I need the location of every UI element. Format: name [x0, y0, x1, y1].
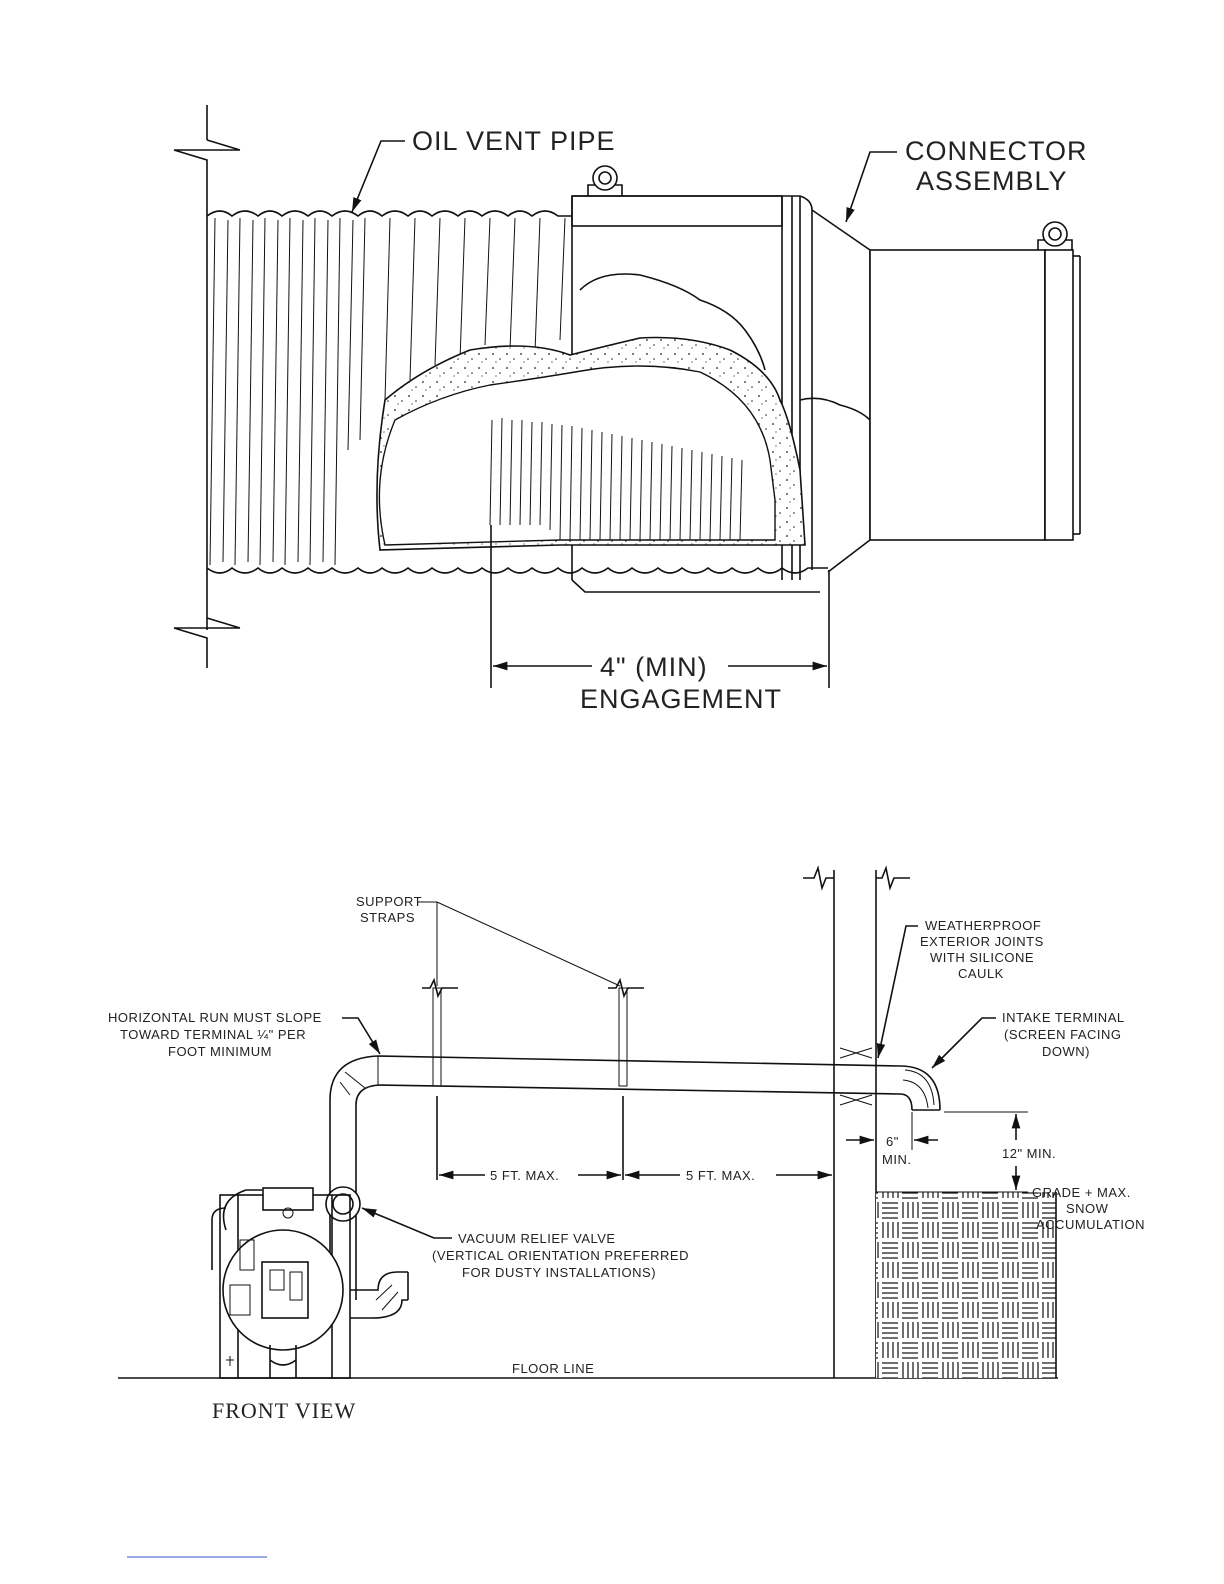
engagement-label: ENGAGEMENT — [580, 684, 783, 714]
front-view-title: FRONT VIEW — [212, 1398, 357, 1423]
break-line — [174, 105, 240, 668]
dim-12in-label: 12" MIN. — [1002, 1146, 1057, 1161]
grade-label: GRADE + MAX. — [1032, 1185, 1131, 1200]
floor-line-label: FLOOR LINE — [512, 1361, 595, 1376]
oil-vent-pipe-label: OIL VENT PIPE — [412, 126, 616, 156]
intake-label: DOWN) — [1042, 1044, 1090, 1059]
intake-label: INTAKE TERMINAL — [1002, 1010, 1125, 1025]
vent-pipe-detail — [174, 105, 1088, 714]
leader-line — [352, 141, 405, 212]
dim-6in-label: 6" — [886, 1134, 899, 1149]
support-label: SUPPORT — [356, 894, 423, 909]
straps-label: STRAPS — [360, 910, 416, 925]
weatherproof-label: WITH SILICONE — [930, 950, 1035, 965]
slope-label-line2: TOWARD TERMINAL ¼" PER — [120, 1027, 307, 1042]
intake-label: (SCREEN FACING — [1004, 1027, 1122, 1042]
slope-label-line3: FOOT MINIMUM — [168, 1044, 272, 1059]
connector-label: CONNECTOR — [905, 136, 1088, 166]
span-label: 5 FT. MAX. — [686, 1168, 756, 1183]
dimension-label: 4" (MIN) — [600, 652, 708, 682]
vacuum-relief-valve-icon — [326, 1187, 360, 1221]
support-strap — [422, 980, 458, 1180]
assembly-label: ASSEMBLY — [916, 166, 1068, 196]
engagement-dimension — [491, 525, 829, 714]
dim-6in-min-label: MIN. — [882, 1152, 912, 1167]
weatherproof-label: WEATHERPROOF — [925, 918, 1042, 933]
horizontal-vent-run — [330, 1056, 940, 1300]
leader-line — [846, 152, 897, 222]
weatherproof-label: CAULK — [958, 966, 1004, 981]
slope-label-line1: HORIZONTAL RUN MUST SLOPE — [108, 1010, 322, 1025]
valve-label: (VERTICAL ORIENTATION PREFERRED — [432, 1248, 689, 1263]
grade-label: SNOW — [1066, 1201, 1109, 1216]
clamp-screw-icon — [588, 166, 622, 196]
front-view-diagram — [108, 868, 1145, 1423]
valve-label: VACUUM RELIEF VALVE — [458, 1231, 616, 1246]
sealant-cutaway — [377, 274, 870, 550]
support-strap — [608, 980, 644, 1180]
clamp-screw-icon — [1038, 222, 1072, 250]
valve-label: FOR DUSTY INSTALLATIONS) — [462, 1265, 657, 1280]
grade-label: ACCUMULATION — [1036, 1217, 1146, 1232]
span-label: 5 FT. MAX. — [490, 1168, 560, 1183]
weatherproof-label: EXTERIOR JOINTS — [920, 934, 1044, 949]
